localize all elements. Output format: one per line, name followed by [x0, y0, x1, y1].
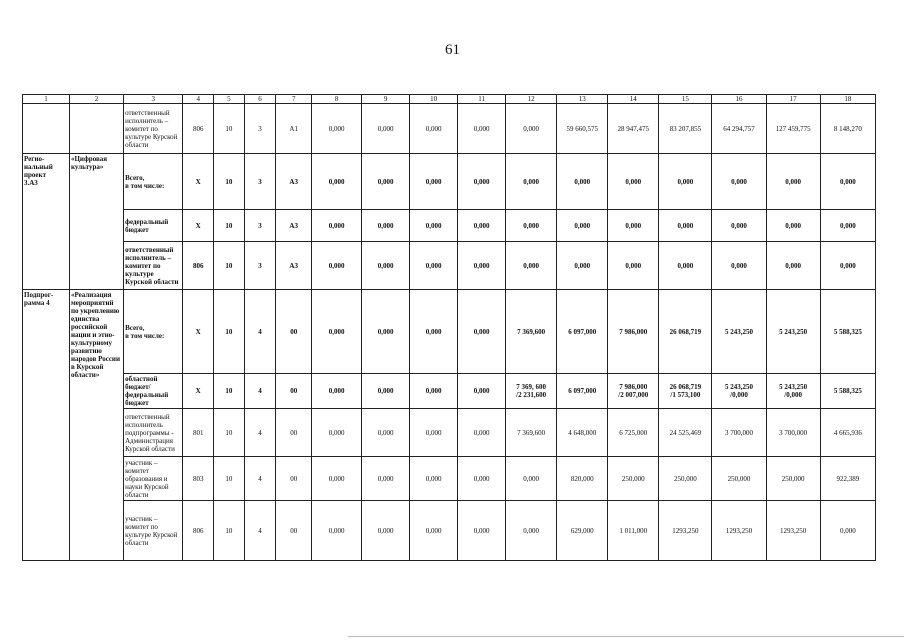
col-header: 13	[557, 95, 608, 104]
table-row	[23, 104, 876, 154]
col-header: 10	[410, 95, 458, 104]
value-cell: 5 243,250 /0,000	[766, 374, 820, 409]
value-cell: 0,000	[410, 104, 458, 154]
row-label-cell: ответственный исполнитель – комитет по культуре Курской области	[124, 242, 183, 290]
value-cell: 3 700,000	[712, 409, 766, 457]
value-cell: 10	[214, 210, 245, 242]
col-header: 4	[183, 95, 214, 104]
column-number-row	[23, 95, 876, 104]
value-cell: 1293,250	[766, 501, 820, 561]
value-cell: 0,000	[458, 242, 506, 290]
value-cell: Х	[183, 210, 214, 242]
value-cell: 0,000	[458, 290, 506, 374]
value-cell: 922,389	[820, 457, 875, 501]
value-cell: 0,000	[820, 501, 875, 561]
col-header: 9	[362, 95, 410, 104]
value-cell: 0,000	[458, 374, 506, 409]
value-cell: 0,000	[557, 154, 608, 210]
value-cell: 1 011,000	[608, 501, 659, 561]
value-cell: 59 660,575	[557, 104, 608, 154]
value-cell: 00	[276, 409, 312, 457]
value-cell: 5 588,325	[820, 290, 875, 374]
value-cell: А3	[276, 242, 312, 290]
value-cell: 1293,250	[659, 501, 712, 561]
value-cell: 28 947,475	[608, 104, 659, 154]
value-cell: 0,000	[458, 104, 506, 154]
value-cell: 806	[183, 104, 214, 154]
value-cell: 4	[244, 409, 276, 457]
col-header: 15	[659, 95, 712, 104]
value-cell: 10	[214, 154, 245, 210]
value-cell: 801	[183, 409, 214, 457]
value-cell: 250,000	[712, 457, 766, 501]
row-label-cell: участник – комитет образования и науки Курской области	[124, 457, 183, 501]
table-row	[23, 242, 876, 290]
value-cell: 250,000	[766, 457, 820, 501]
value-cell: А3	[276, 154, 312, 210]
value-cell: 0,000	[506, 104, 557, 154]
table-row	[23, 374, 876, 409]
value-cell: 10	[214, 242, 245, 290]
value-cell: 0,000	[766, 210, 820, 242]
value-cell: 0,000	[659, 242, 712, 290]
value-cell: 0,000	[458, 501, 506, 561]
value-cell: 0,000	[362, 409, 410, 457]
page-number: 61	[445, 42, 460, 58]
value-cell: 10	[214, 457, 245, 501]
row-label-cell: Всего, в том числе:	[124, 154, 183, 210]
table-row	[23, 457, 876, 501]
value-cell: 0,000	[312, 409, 362, 457]
value-cell: 0,000	[506, 242, 557, 290]
value-cell: 0,000	[312, 501, 362, 561]
value-cell: 0,000	[362, 242, 410, 290]
table-row	[23, 409, 876, 457]
value-cell: 6 097,000	[557, 290, 608, 374]
value-cell: 4	[244, 501, 276, 561]
group-name-cell: «Реализация мероприятий по укреплению единства российской нации и этно-культурному развитию народов России в Курской области»	[69, 290, 123, 561]
value-cell: 0,000	[410, 374, 458, 409]
value-cell: 5 243,250 /0,000	[712, 374, 766, 409]
col-header: 2	[69, 95, 123, 104]
value-cell: 0,000	[458, 457, 506, 501]
row-label-cell: участник – комитет по культуре Курской области	[124, 501, 183, 561]
budget-table	[22, 94, 876, 561]
value-cell: 0,000	[712, 210, 766, 242]
col-header: 17	[766, 95, 820, 104]
value-cell: 3	[244, 242, 276, 290]
value-cell: 10	[214, 409, 245, 457]
value-cell: 4	[244, 374, 276, 409]
group-name-cell: «Цифровая культура»	[69, 154, 123, 290]
col-header: 16	[712, 95, 766, 104]
value-cell: 250,000	[608, 457, 659, 501]
value-cell: 0,000	[659, 210, 712, 242]
value-cell: 0,000	[506, 210, 557, 242]
value-cell: 0,000	[458, 154, 506, 210]
group-code-cell: Регио- нальный проект 3.А3	[23, 154, 70, 290]
value-cell: 0,000	[362, 290, 410, 374]
row-label-cell: федеральный бюджет	[124, 210, 183, 242]
value-cell: 0,000	[506, 154, 557, 210]
value-cell: 0,000	[312, 457, 362, 501]
value-cell: 7 369,600	[506, 409, 557, 457]
value-cell: 0,000	[659, 154, 712, 210]
table-row	[23, 501, 876, 561]
value-cell: 820,000	[557, 457, 608, 501]
value-cell: 26 068,719 /1 573,100	[659, 374, 712, 409]
value-cell: 0,000	[712, 242, 766, 290]
value-cell: 7 369,600	[506, 290, 557, 374]
value-cell: 64 294,757	[712, 104, 766, 154]
value-cell: 8 148,270	[820, 104, 875, 154]
value-cell: 3	[244, 104, 276, 154]
value-cell: 0,000	[410, 457, 458, 501]
value-cell: 6 097,000	[557, 374, 608, 409]
value-cell: 3 700,000	[766, 409, 820, 457]
value-cell: 0,000	[410, 501, 458, 561]
col-header: 12	[506, 95, 557, 104]
value-cell: 0,000	[410, 242, 458, 290]
value-cell: 4 648,000	[557, 409, 608, 457]
col-header: 3	[124, 95, 183, 104]
value-cell: 0,000	[312, 374, 362, 409]
value-cell: Х	[183, 290, 214, 374]
value-cell: 10	[214, 104, 245, 154]
value-cell: 0,000	[766, 242, 820, 290]
col-header: 14	[608, 95, 659, 104]
value-cell: 0,000	[608, 154, 659, 210]
empty-cell	[23, 104, 70, 154]
row-label-cell: Всего, в том числе:	[124, 290, 183, 374]
value-cell: 127 459,775	[766, 104, 820, 154]
value-cell: 5 243,250	[766, 290, 820, 374]
value-cell: 6 725,000	[608, 409, 659, 457]
col-header: 5	[214, 95, 245, 104]
value-cell: 0,000	[506, 501, 557, 561]
empty-cell	[69, 104, 123, 154]
value-cell: 806	[183, 242, 214, 290]
value-cell: 3	[244, 210, 276, 242]
value-cell: 83 207,855	[659, 104, 712, 154]
row-label-cell: ответственный исполнитель подпрограммы - Администрация Курской области	[124, 409, 183, 457]
value-cell: 0,000	[410, 409, 458, 457]
value-cell: 0,000	[458, 409, 506, 457]
value-cell: 0,000	[766, 154, 820, 210]
value-cell: 0,000	[362, 501, 410, 561]
value-cell: 0,000	[820, 154, 875, 210]
table-row	[23, 154, 876, 210]
col-header: 1	[23, 95, 70, 104]
scan-edge-line	[348, 636, 904, 637]
value-cell: 0,000	[362, 457, 410, 501]
row-label-cell: областной бюджет/ федеральный бюджет	[124, 374, 183, 409]
value-cell: 0,000	[608, 210, 659, 242]
value-cell: 0,000	[820, 210, 875, 242]
value-cell: 26 068,719	[659, 290, 712, 374]
value-cell: А1	[276, 104, 312, 154]
value-cell: 7 986,000	[608, 290, 659, 374]
value-cell: 0,000	[557, 210, 608, 242]
value-cell: 4	[244, 290, 276, 374]
value-cell: 4 665,936	[820, 409, 875, 457]
col-header: 8	[312, 95, 362, 104]
value-cell: 10	[214, 290, 245, 374]
group-code-cell: Подпрог- рамма 4	[23, 290, 70, 561]
col-header: 18	[820, 95, 875, 104]
col-header: 11	[458, 95, 506, 104]
value-cell: 0,000	[410, 154, 458, 210]
value-cell: 0,000	[608, 242, 659, 290]
value-cell: Х	[183, 154, 214, 210]
value-cell: 5 588,325	[820, 374, 875, 409]
value-cell: 0,000	[312, 104, 362, 154]
value-cell: 0,000	[362, 210, 410, 242]
value-cell: 00	[276, 290, 312, 374]
value-cell: 7 369, 600 /2 231,600	[506, 374, 557, 409]
value-cell: 5 243,250	[712, 290, 766, 374]
value-cell: 10	[214, 374, 245, 409]
value-cell: 0,000	[362, 154, 410, 210]
value-cell: 250,000	[659, 457, 712, 501]
table-row	[23, 290, 876, 374]
value-cell: 00	[276, 501, 312, 561]
value-cell: 0,000	[712, 154, 766, 210]
value-cell: 0,000	[506, 457, 557, 501]
value-cell: 806	[183, 501, 214, 561]
value-cell: 0,000	[312, 210, 362, 242]
value-cell: 0,000	[820, 242, 875, 290]
value-cell: 1293,250	[712, 501, 766, 561]
value-cell: 10	[214, 501, 245, 561]
value-cell: 0,000	[458, 210, 506, 242]
col-header: 7	[276, 95, 312, 104]
value-cell: 00	[276, 457, 312, 501]
col-header: 6	[244, 95, 276, 104]
value-cell: 0,000	[557, 242, 608, 290]
value-cell: 803	[183, 457, 214, 501]
value-cell: 0,000	[312, 290, 362, 374]
value-cell: 0,000	[410, 290, 458, 374]
value-cell: 0,000	[312, 154, 362, 210]
value-cell: 4	[244, 457, 276, 501]
value-cell: 24 525,469	[659, 409, 712, 457]
value-cell: 0,000	[362, 374, 410, 409]
value-cell: 629,000	[557, 501, 608, 561]
value-cell: Х	[183, 374, 214, 409]
value-cell: 0,000	[362, 104, 410, 154]
value-cell: 00	[276, 374, 312, 409]
value-cell: А3	[276, 210, 312, 242]
value-cell: 3	[244, 154, 276, 210]
table-row	[23, 210, 876, 242]
row-label-cell: ответственный исполнитель – комитет по культуре Курской области	[124, 104, 183, 154]
value-cell: 0,000	[410, 210, 458, 242]
value-cell: 7 986,000 /2 007,000	[608, 374, 659, 409]
value-cell: 0,000	[312, 242, 362, 290]
